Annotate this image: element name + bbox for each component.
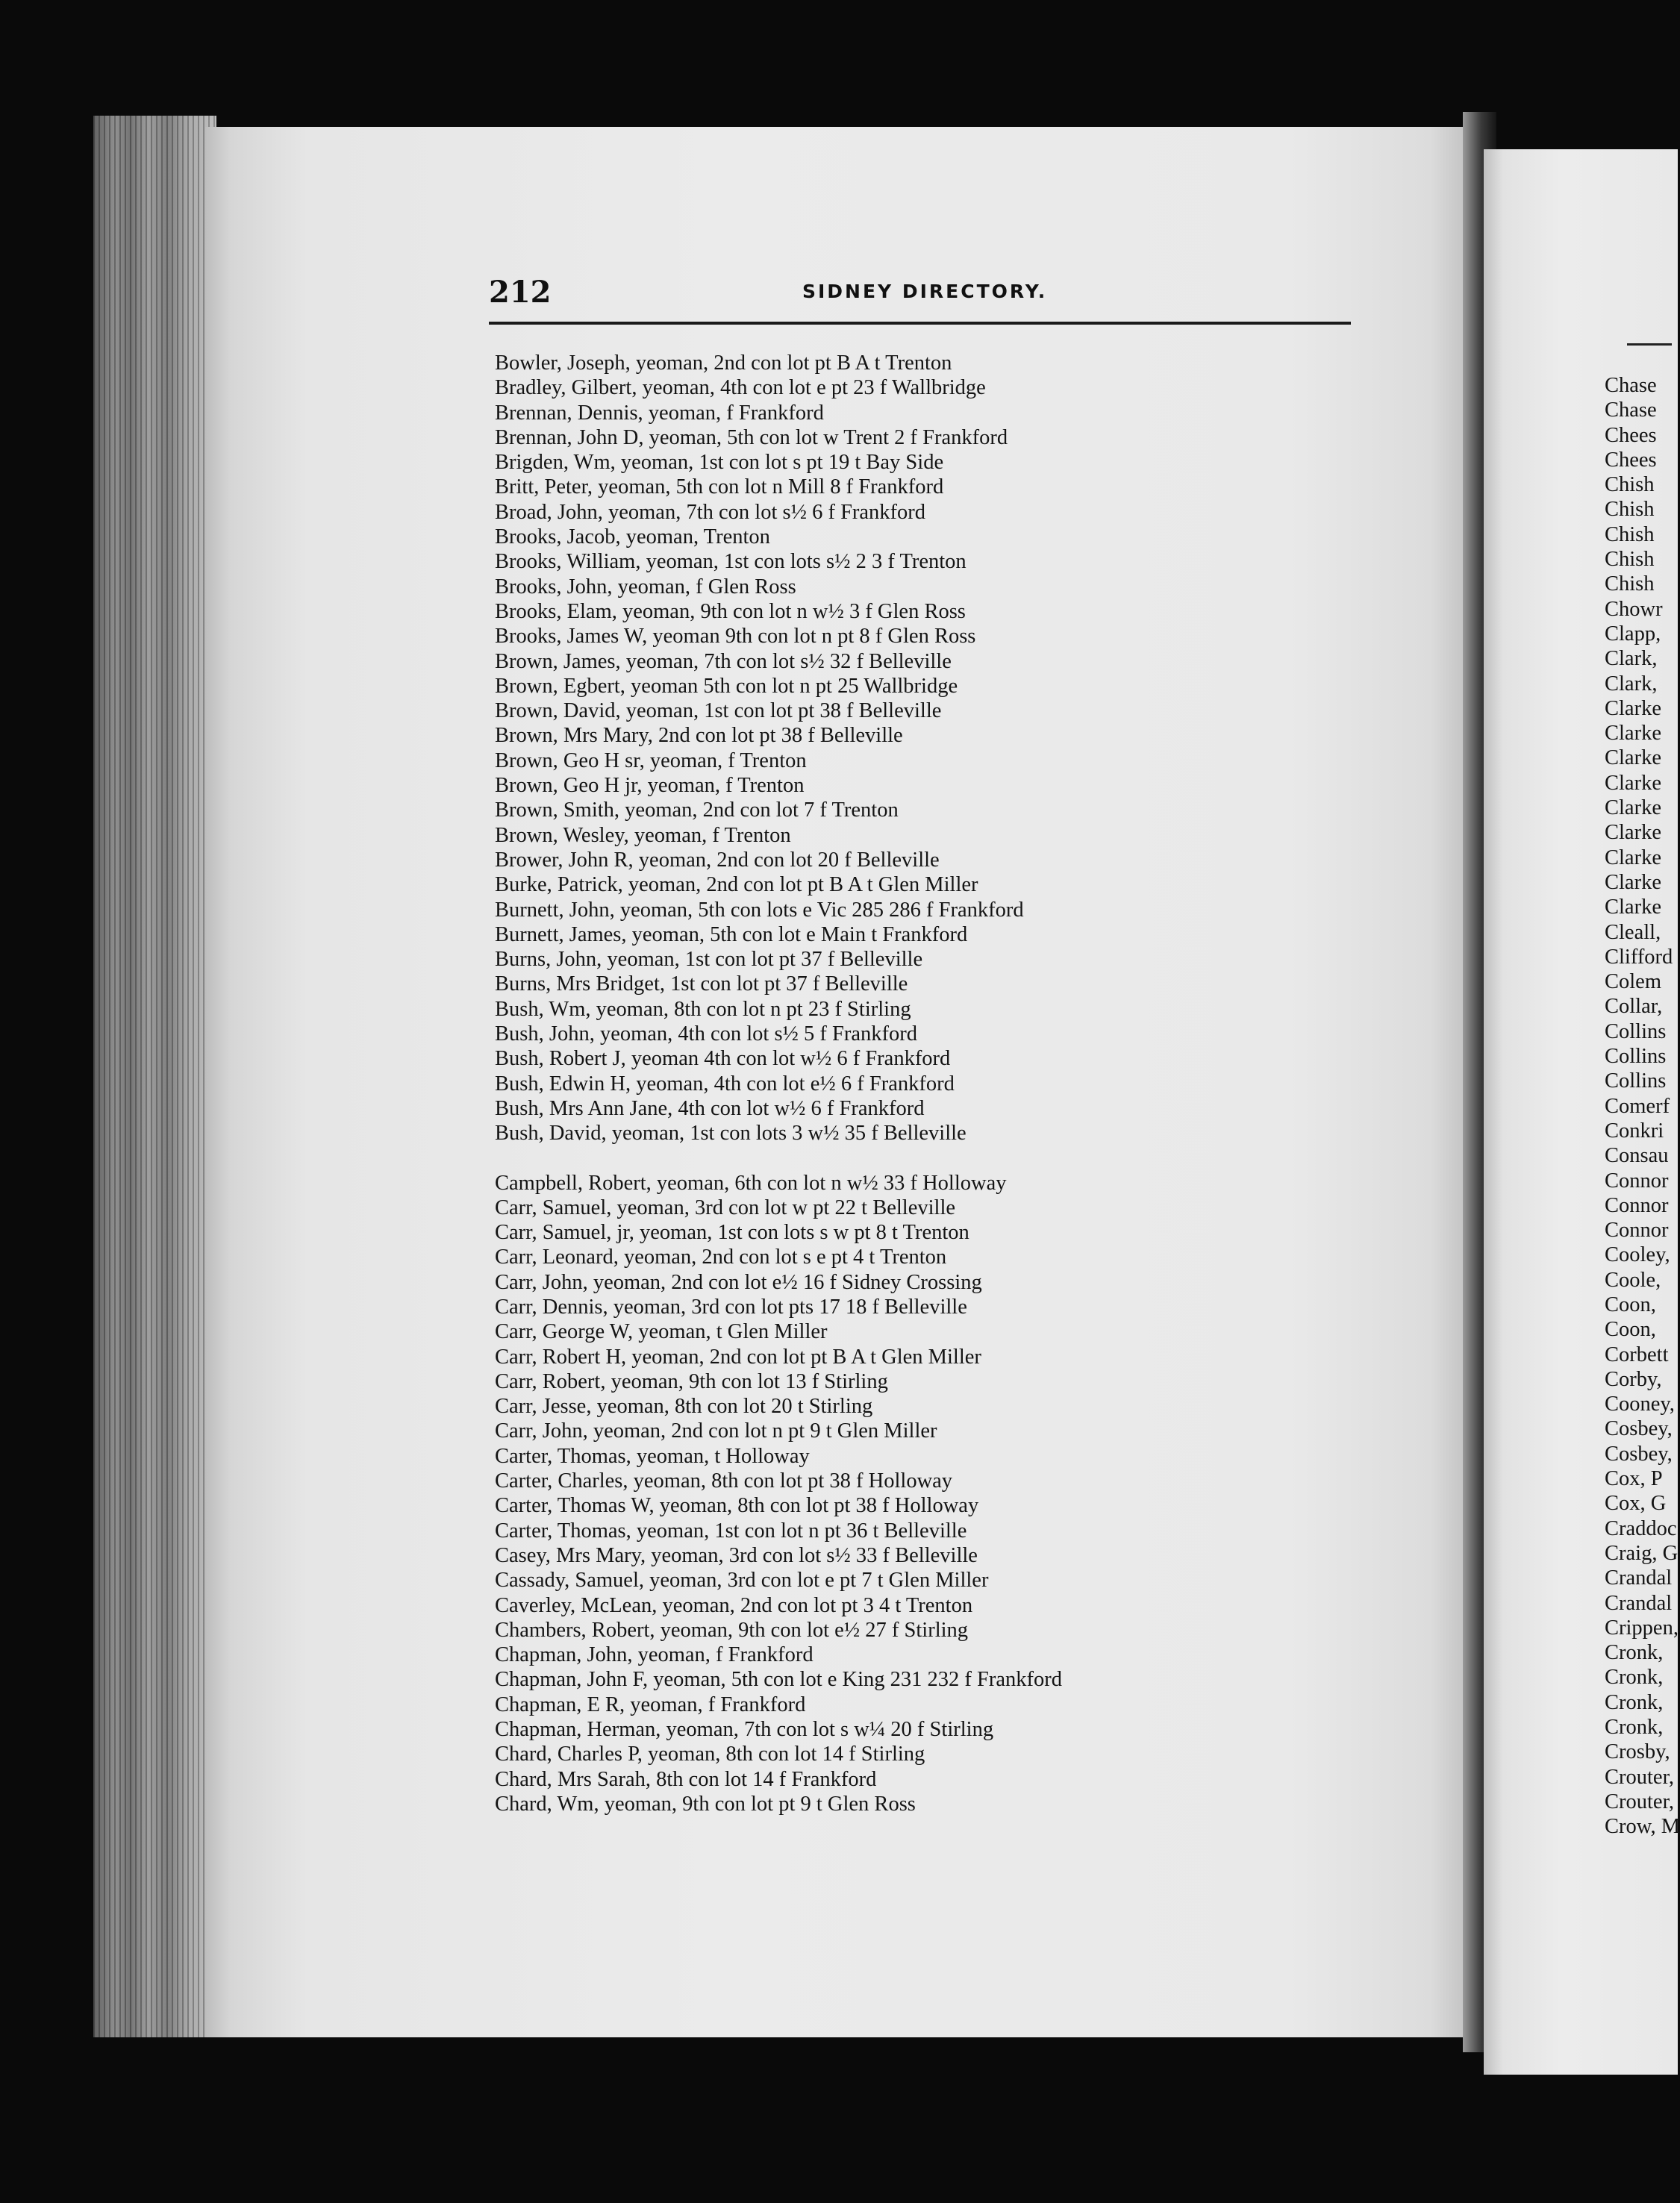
right-page-entry-fragment: Clarke — [1605, 796, 1661, 820]
right-page-entry-fragment: Clarke — [1605, 746, 1661, 770]
right-page-entry-fragment: Cronk, — [1605, 1716, 1664, 1740]
directory-entry: Brooks, James W, yeoman 9th con lot n pt 8 f Glen Ross — [495, 625, 976, 649]
page-header — [489, 275, 1351, 319]
right-page-entry-fragment: Chish — [1605, 498, 1655, 522]
directory-entry: Bush, David, yeoman, 1st con lots 3 w½ 35 f Belleville — [495, 1122, 967, 1146]
directory-entry: Chambers, Robert, yeoman, 9th con lot e½ 27 f Stirling — [495, 1618, 969, 1642]
directory-entry: Caverley, McLean, yeoman, 2nd con lot pt 3 4 t Trenton — [495, 1593, 973, 1617]
right-page-entry-fragment: Clarke — [1605, 870, 1661, 894]
section-gap — [495, 1146, 1353, 1171]
right-page-entry-fragment: Crouter, — [1605, 1765, 1675, 1789]
directory-entry: Brown, Egbert, yeoman 5th con lot n pt 25 Wallbridge — [495, 674, 958, 698]
right-page-entry-fragment: Chase — [1605, 399, 1657, 422]
right-page-entry-fragment: Crouter, — [1605, 1790, 1675, 1813]
directory-entry: Burns, John, yeoman, 1st con lot pt 37 f Belleville — [495, 948, 923, 972]
right-page-entry-fragment: Chees — [1605, 448, 1657, 472]
right-page-entry-fragment: Clark, — [1605, 672, 1658, 696]
directory-entry: Bowler, Joseph, yeoman, 2nd con lot pt B A t Trenton — [495, 351, 952, 375]
directory-entry: Chapman, John F, yeoman, 5th con lot e King 231 232 f Frankford — [495, 1668, 1062, 1692]
directory-entry: Campbell, Robert, yeoman, 6th con lot n w½ 33 f Holloway — [495, 1171, 1007, 1195]
running-title: SIDNEY DIRECTORY. — [802, 281, 1048, 302]
right-page-entry-fragment: Coon, — [1605, 1293, 1656, 1316]
right-page-entry-fragment: Chish — [1605, 548, 1655, 572]
directory-entry: Britt, Peter, yeoman, 5th con lot n Mill 8 f Frankford — [495, 475, 944, 499]
right-page-entry-fragment: Craddoc — [1605, 1516, 1677, 1540]
right-page-entry-fragment: Clarke — [1605, 722, 1661, 746]
right-page-entry-fragment: Cosbey, — [1605, 1442, 1673, 1466]
directory-entries — [495, 351, 1353, 1816]
directory-entry: Carter, Thomas, yeoman, 1st con lot n pt 36 t Belleville — [495, 1519, 967, 1543]
right-page-entry-fragment: Coole, — [1605, 1268, 1661, 1292]
right-page-entry-fragment: Consau — [1605, 1144, 1669, 1168]
directory-entry: Carr, Robert H, yeoman, 2nd con lot pt B A t Glen Miller — [495, 1345, 981, 1369]
right-page-entry-fragment: Clarke — [1605, 896, 1661, 919]
right-page-entry-fragment: Connor — [1605, 1193, 1669, 1217]
directory-entry: Carter, Charles, yeoman, 8th con lot pt 38 f Holloway — [495, 1469, 953, 1493]
right-page-entry-fragment: Chish — [1605, 473, 1655, 497]
right-page-entry-fragment: Crippen, — [1605, 1616, 1679, 1640]
right-page-entry-fragment: Cronk, — [1605, 1690, 1664, 1714]
directory-entry: Brown, Geo H sr, yeoman, f Trenton — [495, 749, 807, 772]
right-page-entry-fragment: Connor — [1605, 1219, 1669, 1243]
directory-entry: Carr, Jesse, yeoman, 8th con lot 20 t Stirling — [495, 1395, 873, 1419]
right-page-entry-fragment: Chish — [1605, 522, 1655, 546]
directory-entry: Brown, Geo H jr, yeoman, f Trenton — [495, 774, 805, 798]
directory-entry: Carr, John, yeoman, 2nd con lot e½ 16 f Sidney Crossing — [495, 1270, 982, 1294]
right-page-entry-fragment: Crandal — [1605, 1591, 1673, 1615]
directory-entry: Burnett, James, yeoman, 5th con lot e Main t Frankford — [495, 922, 968, 946]
directory-entry: Brown, David, yeoman, 1st con lot pt 38 f Belleville — [495, 699, 942, 723]
directory-entry: Chapman, John, yeoman, f Frankford — [495, 1643, 814, 1667]
right-page-entry-fragment: Crow, M — [1605, 1815, 1680, 1839]
right-page-entry-fragment: Cronk, — [1605, 1666, 1664, 1690]
right-page-entry-fragment: Conkri — [1605, 1119, 1664, 1143]
right-page-entry-fragment: Craig, G — [1605, 1541, 1679, 1565]
right-page-entry-fragment: Cooley, — [1605, 1243, 1670, 1267]
right-page-entry-fragment: Cosbey, — [1605, 1417, 1673, 1441]
right-page-entry-fragment: Colem — [1605, 970, 1661, 994]
directory-entry: Bush, Wm, yeoman, 8th con lot n pt 23 f Stirling — [495, 997, 911, 1021]
right-page-entry-fragment: Chees — [1605, 423, 1657, 447]
right-page-entry-fragment: Comerf — [1605, 1094, 1670, 1118]
directory-entry: Carr, Leonard, yeoman, 2nd con lot s e pt 4 t Trenton — [495, 1246, 947, 1269]
right-page-entry-fragment: Coon, — [1605, 1318, 1656, 1342]
page-number: 212 — [489, 275, 552, 310]
right-page-entry-fragment: Chish — [1605, 572, 1655, 596]
directory-entry: Broad, John, yeoman, 7th con lot s½ 6 f Frankford — [495, 500, 926, 524]
directory-entry: Chard, Charles P, yeoman, 8th con lot 14 f Stirling — [495, 1743, 925, 1766]
right-page-entry-fragment: Cronk, — [1605, 1641, 1664, 1665]
directory-entry: Chapman, Herman, yeoman, 7th con lot s w¼ 20 f Stirling — [495, 1718, 994, 1742]
right-page-entry-fragment: Chowr — [1605, 597, 1663, 621]
right-page-entry-fragment: Clarke — [1605, 696, 1661, 720]
directory-entry: Brooks, Elam, yeoman, 9th con lot n w½ 3 f Glen Ross — [495, 599, 966, 623]
right-page-entry-fragment: Connor — [1605, 1169, 1669, 1193]
directory-entry: Bush, Edwin H, yeoman, 4th con lot e½ 6 f Frankford — [495, 1072, 955, 1096]
right-page-entries — [1605, 373, 1680, 1840]
directory-entry: Carr, Samuel, jr, yeoman, 1st con lots s w pt 8 t Trenton — [495, 1221, 969, 1245]
directory-entry: Bush, John, yeoman, 4th con lot s½ 5 f Frankford — [495, 1022, 917, 1046]
directory-entry: Brigden, Wm, yeoman, 1st con lot s pt 19 t Bay Side — [495, 451, 944, 475]
directory-entry: Burnett, John, yeoman, 5th con lots e Vic 285 286 f Frankford — [495, 898, 1024, 922]
right-page-entry-fragment: Corbett — [1605, 1343, 1669, 1366]
directory-entry: Carter, Thomas, yeoman, t Holloway — [495, 1444, 810, 1468]
directory-entry: Brooks, John, yeoman, f Glen Ross — [495, 575, 796, 599]
directory-entry: Carter, Thomas W, yeoman, 8th con lot pt 38 f Holloway — [495, 1494, 979, 1518]
right-page-entry-fragment: Crosby, — [1605, 1740, 1670, 1764]
right-page-entry-fragment: Collins — [1605, 1069, 1667, 1093]
right-page-entry-fragment: Collar, — [1605, 995, 1663, 1019]
right-page-entry-fragment: Collins — [1605, 1045, 1667, 1069]
right-page-entry-fragment: Clarke — [1605, 821, 1661, 845]
directory-entry: Cassady, Samuel, yeoman, 3rd con lot e pt 7 t Glen Miller — [495, 1569, 989, 1593]
header-rule — [489, 322, 1351, 325]
directory-entry: Brown, Smith, yeoman, 2nd con lot 7 f Trenton — [495, 799, 899, 822]
directory-entry: Bradley, Gilbert, yeoman, 4th con lot e pt 23 f Wallbridge — [495, 376, 986, 400]
directory-entry: Carr, John, yeoman, 2nd con lot n pt 9 t Glen Miller — [495, 1419, 937, 1443]
right-page-entry-fragment: Cox, G — [1605, 1492, 1667, 1516]
right-page-entry-fragment: Cox, P — [1605, 1467, 1663, 1491]
right-page-entry-fragment: Crandal — [1605, 1566, 1673, 1590]
right-page-rule — [1627, 343, 1672, 346]
directory-entry: Carr, George W, yeoman, t Glen Miller — [495, 1320, 828, 1344]
directory-entry: Brown, Wesley, yeoman, f Trenton — [495, 823, 791, 847]
directory-entry: Burns, Mrs Bridget, 1st con lot pt 37 f Belleville — [495, 972, 908, 996]
right-page-entry-fragment: Chase — [1605, 374, 1657, 397]
directory-entry: Chard, Wm, yeoman, 9th con lot pt 9 t Glen Ross — [495, 1792, 916, 1816]
directory-entry: Bush, Mrs Ann Jane, 4th con lot w½ 6 f Frankford — [495, 1096, 925, 1120]
right-page-entry-fragment: Clark, — [1605, 647, 1658, 671]
right-page-entry-fragment: Cleall, — [1605, 920, 1661, 944]
directory-entry: Casey, Mrs Mary, yeoman, 3rd con lot s½ 33 f Belleville — [495, 1543, 978, 1567]
directory-entry: Brown, James, yeoman, 7th con lot s½ 32 f Belleville — [495, 649, 952, 673]
right-page-entry-fragment: Collins — [1605, 1019, 1667, 1043]
directory-entry: Bush, Robert J, yeoman 4th con lot w½ 6 f Frankford — [495, 1047, 951, 1071]
directory-entry: Carr, Samuel, yeoman, 3rd con lot w pt 22 t Belleville — [495, 1196, 956, 1219]
directory-entry: Brennan, John D, yeoman, 5th con lot w Trent 2 f Frankford — [495, 425, 1008, 449]
right-page-entry-fragment: Clarke — [1605, 771, 1661, 795]
right-page-entry-fragment: Clifford — [1605, 945, 1673, 969]
directory-entry: Brooks, Jacob, yeoman, Trenton — [495, 525, 770, 549]
directory-entry: Burke, Patrick, yeoman, 2nd con lot pt B A t Glen Miller — [495, 873, 978, 897]
book-page-edges — [93, 116, 216, 2037]
right-page-entry-fragment: Clapp, — [1605, 622, 1661, 646]
directory-entry: Carr, Dennis, yeoman, 3rd con lot pts 17 18 f Belleville — [495, 1295, 967, 1319]
right-page-entry-fragment: Corby, — [1605, 1367, 1662, 1391]
directory-entry: Brower, John R, yeoman, 2nd con lot 20 f Belleville — [495, 848, 940, 872]
right-page-entry-fragment: Cooney, — [1605, 1393, 1675, 1416]
directory-entry: Chapman, E R, yeoman, f Frankford — [495, 1693, 806, 1716]
directory-entry: Carr, Robert, yeoman, 9th con lot 13 f Stirling — [495, 1369, 888, 1393]
directory-entry: Brennan, Dennis, yeoman, f Frankford — [495, 401, 824, 425]
directory-entry: Brown, Mrs Mary, 2nd con lot pt 38 f Belleville — [495, 724, 903, 748]
right-page-entry-fragment: Clarke — [1605, 846, 1661, 869]
directory-entry: Chard, Mrs Sarah, 8th con lot 14 f Frankford — [495, 1767, 877, 1791]
directory-entry: Brooks, William, yeoman, 1st con lots s½ 2 3 f Trenton — [495, 550, 967, 574]
